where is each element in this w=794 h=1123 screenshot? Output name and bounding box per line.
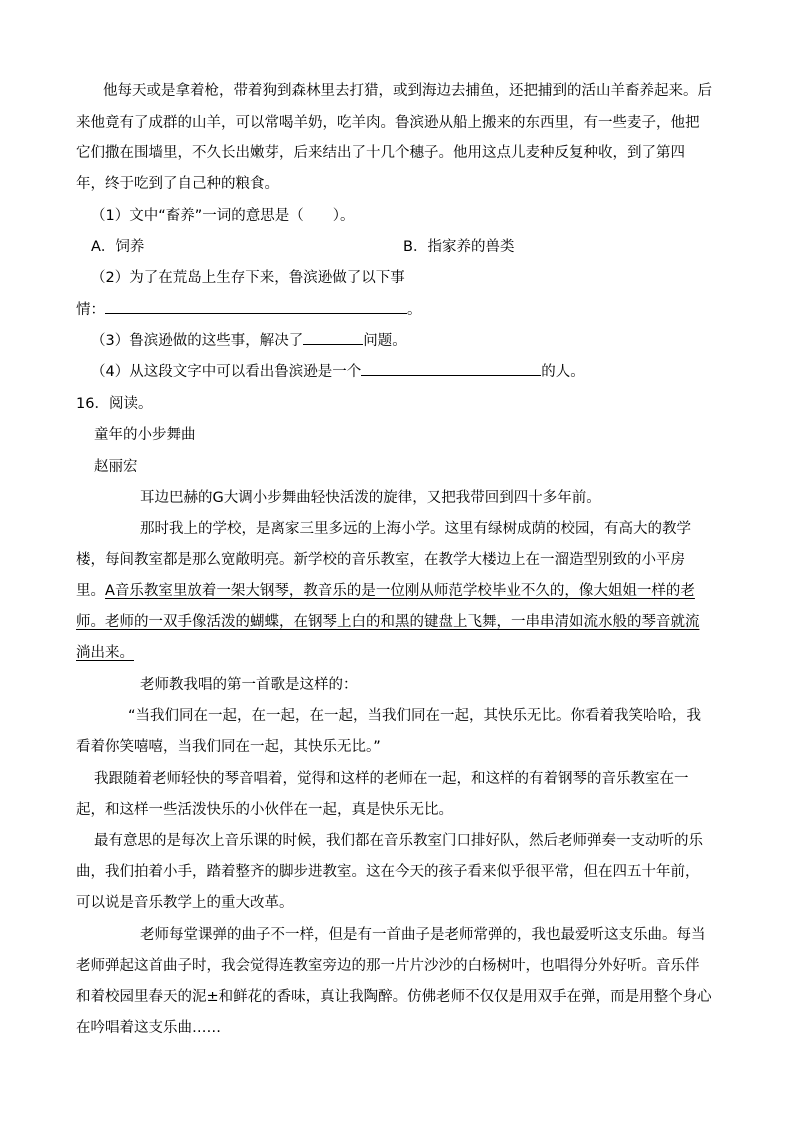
question-3-blank[interactable] <box>303 330 363 345</box>
paragraph-line: 那时我上的学校，是离家三里多远的上海小学。这里有绿树成荫的校园，有高大的教学 <box>140 521 691 537</box>
paragraph-line: 耳边巴赫的G大调小步舞曲轻快活泼的旋律，又把我带回到四十多年前。 <box>140 490 601 506</box>
question-3-suffix: 问题。 <box>363 333 407 349</box>
question-2-prefix: 情： <box>76 302 105 318</box>
question-1-option-b[interactable]: B．指家养的兽类 <box>403 239 515 255</box>
paragraph-line: 楼，每间教室都是那么宽敞明亮。新学校的音乐教室，在教学大楼边上在一溜造型别致的小平房 <box>76 552 685 568</box>
underlined-sentence-a: 师。老师的一双手像活泼的蝴蝶，在钢琴上白的和黑的键盘上飞舞，一串串清如流水般的琴音就流 <box>76 614 700 630</box>
paragraph-line: 和着校园里春天的泥±和鲜花的香味，真让我陶醉。仿佛老师不仅仅是用双手在弹，而是用整个身心 <box>76 989 712 1005</box>
question-2-line: （2）为了在荒岛上生存下来，鲁滨逊做了以下事 <box>91 270 405 286</box>
paragraph-text: 里。 <box>76 583 105 599</box>
question-1-option-a[interactable]: A．饲养 <box>91 239 145 255</box>
question-3-prefix: （3）鲁滨逊做的这些事，解决了 <box>91 333 304 349</box>
question-2-blank[interactable] <box>105 299 407 314</box>
paragraph-line: 可以说是音乐教学上的重大改革。 <box>76 895 294 911</box>
question-2-answer-line <box>76 299 422 320</box>
paragraph-line: 起，和这样一些活泼快乐的小伙伴在一起，真是快乐无比。 <box>76 802 453 818</box>
paragraph-line: 曲，我们拍着小手，踏着整齐的脚步进教室。这在今天的孩子看来似乎很平常，但在四五十年前， <box>76 864 700 880</box>
paragraph-line: 我跟随着老师轻快的琴音唱着，觉得和这样的老师在一起，和这样的有着钢琴的音乐教室在一 <box>94 771 689 787</box>
passage-line: 他每天或是拿着枪，带着狗到森林里去打猎，或到海边去捕鱼，还把捕到的活山羊畜养起来。后 <box>103 83 712 99</box>
article-author: 赵丽宏 <box>94 459 138 475</box>
song-lyric-line: 看着你笑嘻嘻，当我们同在一起，其快乐无比。” <box>76 739 381 755</box>
question-2-suffix: 。 <box>407 302 422 318</box>
question-3-line <box>91 330 407 351</box>
underlined-sentence-a: 淌出来。 <box>76 645 134 661</box>
passage-line: 它们撒在围墙里，不久长出嫩芽，后来结出了十几个穗子。他用这点儿麦种反复种收，到了第四 <box>76 145 685 161</box>
underlined-sentence-a: A音乐教室里放着一架大钢琴，教音乐的是一位刚从师范学校毕业不久的，像大姐姐一样的老 <box>105 583 695 599</box>
question-16-heading: 16．阅读。 <box>76 396 153 412</box>
question-4-line <box>91 361 585 382</box>
paragraph-line: 在吟唱着这支乐曲…… <box>76 1020 221 1036</box>
passage-line: 年，终于吃到了自己种的粮食。 <box>76 176 279 192</box>
paragraph-line <box>76 581 695 601</box>
paragraph-line: 老师每堂课弹的曲子不一样，但是有一首曲子是老师常弹的，我也最爱听这支乐曲。每当 <box>140 927 706 943</box>
paragraph-line: 老师教我唱的第一首歌是这样的： <box>140 677 358 693</box>
article-title: 童年的小步舞曲 <box>94 427 196 443</box>
paragraph-line: 最有意思的是每次上音乐课的时候，我们都在音乐教室门口排好队，然后老师弹奏一支动听的乐 <box>94 833 703 849</box>
song-lyric-line: “当我们同在一起，在一起，在一起，当我们同在一起，其快乐无比。你看着我笑哈哈，我 <box>128 708 702 724</box>
question-4-suffix: 的人。 <box>541 364 585 380</box>
question-1-stem: （1）文中“畜养”一词的意思是（ ）。 <box>91 208 355 224</box>
question-4-blank[interactable] <box>361 361 541 376</box>
passage-line: 来他竟有了成群的山羊，可以常喝羊奶，吃羊肉。鲁滨逊从船上搬来的东西里，有一些麦子，他把 <box>76 115 700 131</box>
paragraph-line: 老师弹起这首曲子时，我会觉得连教室旁边的那一片片沙沙的白杨树叶，也唱得分外好听。音乐伴 <box>76 958 700 974</box>
question-4-prefix: （4）从这段文字中可以看出鲁滨逊是一个 <box>91 364 362 380</box>
